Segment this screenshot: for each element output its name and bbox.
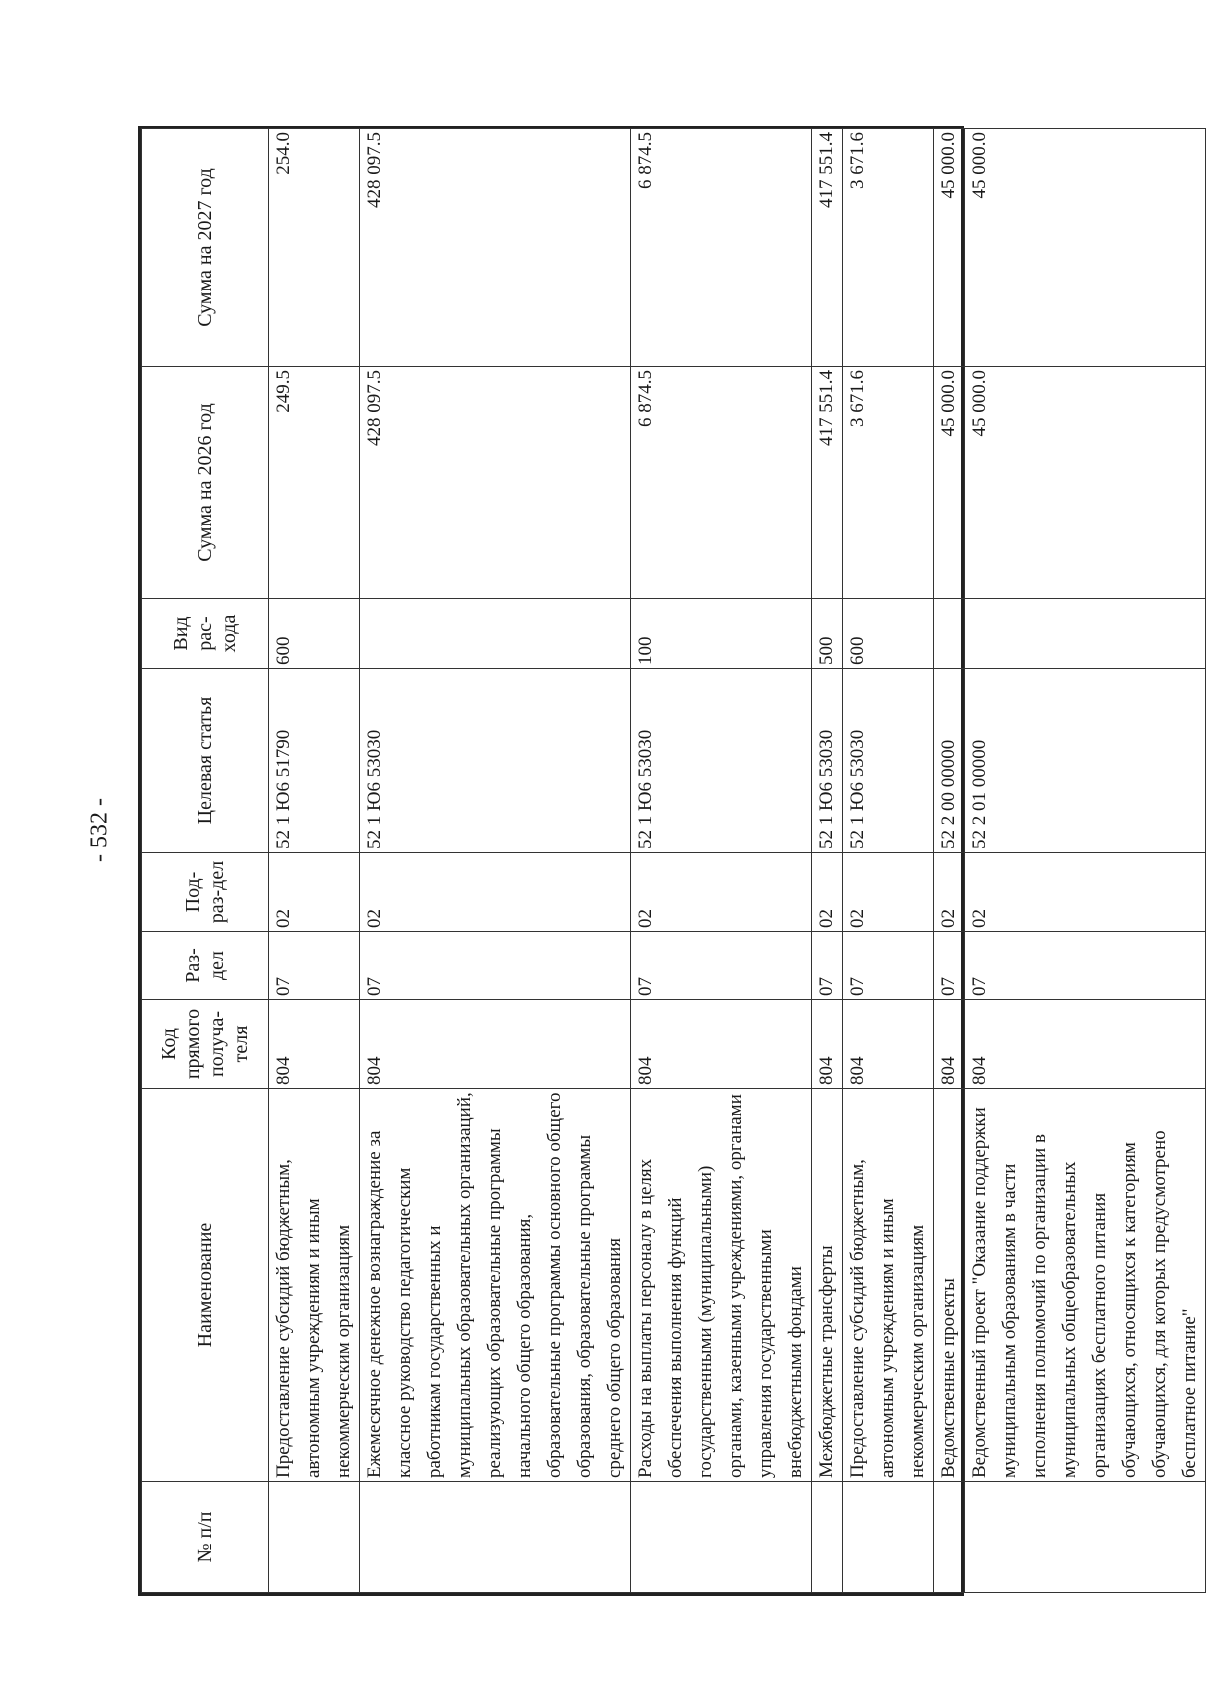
cell-recipient-code: 804 <box>934 1000 965 1089</box>
cell-recipient-code: 804 <box>360 1000 631 1089</box>
cell-target-article: 52 1 Ю6 53030 <box>812 669 843 853</box>
cell-name: Предоставление субсидий бюджетным, автономным учреждениям и иным некоммерческим организациям <box>843 1089 934 1482</box>
cell-expense-type <box>965 599 1206 669</box>
cell-name: Ведомственный проект "Оказание поддержки муниципальным образованиям в части исполнения полномочий по организации в муниципальных общеобразовательных организациях бесплатного питания обучающихся, относящихся к категориям обучающихся, для которых предусмотрено бесплатное питание" <box>965 1089 1206 1482</box>
cell-num <box>843 1482 934 1593</box>
cell-num <box>812 1482 843 1593</box>
cell-expense-type <box>360 599 631 669</box>
cell-subsection: 02 <box>965 853 1206 932</box>
cell-name: Ведомственные проекты <box>934 1089 965 1482</box>
cell-recipient-code: 804 <box>843 1000 934 1089</box>
header-num: № п/п <box>142 1482 269 1593</box>
header-sum-2026: Сумма на 2026 год <box>142 367 269 599</box>
cell-expense-type: 600 <box>269 599 360 669</box>
cell-target-article: 52 2 01 00000 <box>965 669 1206 853</box>
cell-name: Ежемесячное денежное вознаграждение за классное руководство педагогическим работникам государственных и муниципальных образовательных организаций, реализующих образовательные программы начального общего образования, образовательные программы основного общего образования, образовательные программы среднего общего образования <box>360 1089 631 1482</box>
cell-subsection: 02 <box>631 853 812 932</box>
table-row <box>934 129 965 1593</box>
cell-target-article: 52 1 Ю6 51790 <box>269 669 360 853</box>
cell-recipient-code: 804 <box>812 1000 843 1089</box>
cell-sum-2027: 45 000.0 <box>965 129 1206 367</box>
cell-sum-2027: 45 000.0 <box>934 129 965 367</box>
cell-num <box>360 1482 631 1593</box>
cell-num <box>934 1482 965 1593</box>
table-row <box>631 129 812 1593</box>
table-header-row <box>142 129 269 1593</box>
cell-recipient-code: 804 <box>965 1000 1206 1089</box>
cell-target-article: 52 1 Ю6 53030 <box>631 669 812 853</box>
cell-section: 07 <box>843 932 934 1000</box>
budget-table <box>141 128 1206 1593</box>
cell-sum-2027: 417 551.4 <box>812 129 843 367</box>
header-recipient-code: Код прямого получа-теля <box>142 1000 269 1089</box>
table-row <box>965 129 1206 1593</box>
cell-subsection: 02 <box>812 853 843 932</box>
cell-target-article: 52 2 00 00000 <box>934 669 965 853</box>
cell-sum-2027: 6 874.5 <box>631 129 812 367</box>
header-expense-type: Вид рас-хода <box>142 599 269 669</box>
cell-expense-type: 500 <box>812 599 843 669</box>
cell-name: Межбюджетные трансферты <box>812 1089 843 1482</box>
budget-table-frame <box>138 126 1200 1596</box>
table-row <box>360 129 631 1593</box>
cell-target-article: 52 1 Ю6 53030 <box>843 669 934 853</box>
cell-sum-2027: 428 097.5 <box>360 129 631 367</box>
cell-subsection: 02 <box>934 853 965 932</box>
cell-sum-2027: 3 671.6 <box>843 129 934 367</box>
table-row <box>812 129 843 1593</box>
cell-recipient-code: 804 <box>269 1000 360 1089</box>
cell-num <box>965 1482 1206 1593</box>
header-name: Наименование <box>142 1089 269 1482</box>
cell-target-article: 52 1 Ю6 53030 <box>360 669 631 853</box>
cell-name: Предоставление субсидий бюджетным, автономным учреждениям и иным некоммерческим организациям <box>269 1089 360 1482</box>
header-sum-2027: Сумма на 2027 год <box>142 129 269 367</box>
cell-subsection: 02 <box>269 853 360 932</box>
cell-section: 07 <box>965 932 1206 1000</box>
cell-sum-2026: 428 097.5 <box>360 367 631 599</box>
cell-expense-type: 100 <box>631 599 812 669</box>
rotated-table-container <box>141 129 1200 1593</box>
cell-section: 07 <box>812 932 843 1000</box>
cell-sum-2026: 6 874.5 <box>631 367 812 599</box>
cell-sum-2026: 45 000.0 <box>934 367 965 599</box>
table-row <box>269 129 360 1593</box>
cell-section: 07 <box>360 932 631 1000</box>
cell-subsection: 02 <box>360 853 631 932</box>
cell-expense-type: 600 <box>843 599 934 669</box>
cell-name: Расходы на выплаты персоналу в целях обеспечения выполнения функций государственными (муниципальными) органами, казенными учреждениями, органами управления государственными внебюджетными фондами <box>631 1089 812 1482</box>
header-section: Раз-дел <box>142 932 269 1000</box>
cell-subsection: 02 <box>843 853 934 932</box>
cell-section: 07 <box>269 932 360 1000</box>
table-row <box>843 129 934 1593</box>
cell-expense-type <box>934 599 965 669</box>
header-target-article: Целевая статья <box>142 669 269 853</box>
cell-sum-2026: 417 551.4 <box>812 367 843 599</box>
cell-section: 07 <box>631 932 812 1000</box>
cell-num <box>631 1482 812 1593</box>
cell-num <box>269 1482 360 1593</box>
cell-sum-2027: 254.0 <box>269 129 360 367</box>
page-number: - 532 - <box>86 798 113 862</box>
cell-recipient-code: 804 <box>631 1000 812 1089</box>
cell-sum-2026: 249.5 <box>269 367 360 599</box>
cell-sum-2026: 45 000.0 <box>965 367 1206 599</box>
cell-section: 07 <box>934 932 965 1000</box>
cell-sum-2026: 3 671.6 <box>843 367 934 599</box>
header-subsection: Под-раз-дел <box>142 853 269 932</box>
